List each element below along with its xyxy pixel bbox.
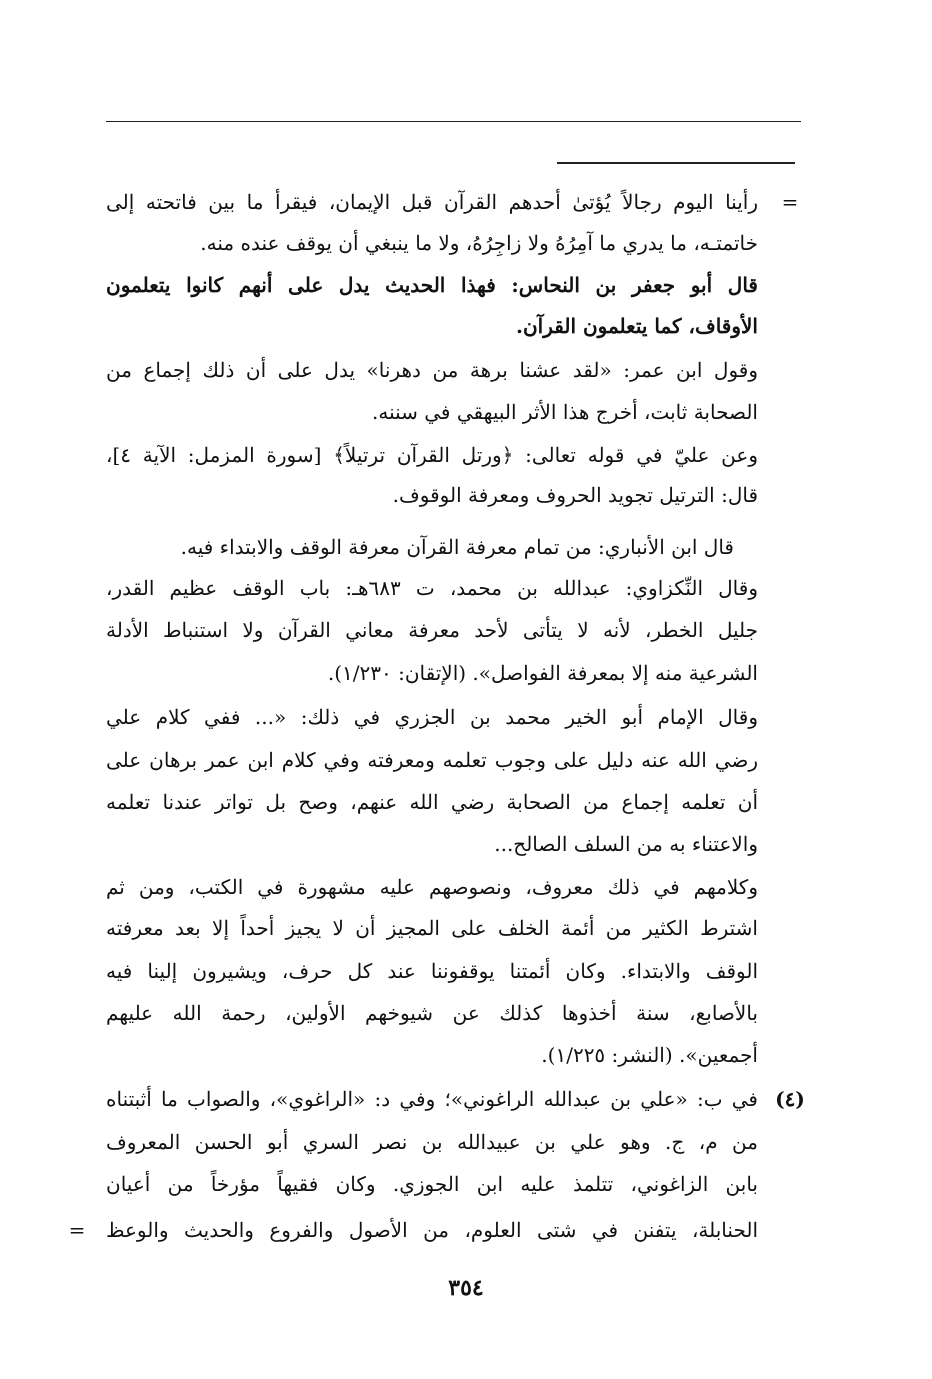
- footnote-line: من م، ج. وهو علي بن عبيدالله بن نصر السري أبو الحسن المعروف: [106, 1130, 758, 1154]
- footnote-separator: [557, 162, 795, 164]
- footnote-line: في ب: «علي بن عبدالله الراغوني»؛ وفي د: «الراغوي»، والصواب ما أثبتناه: [106, 1087, 758, 1111]
- text-line: الوقف والابتداء. وكان أئمتنا يوقفوننا عند كل حرف، ويشيرون إلينا فيه: [106, 959, 759, 983]
- text-line: رضي الله عنه دليل على وجوب تعلمه ومعرفته وفي كلام ابن عمر برهان على: [106, 748, 758, 772]
- text-line: وقال النِّكزاوي: عبدالله بن محمد، ت ٦٨٣هـ: باب الوقف عظيم القدر،: [106, 576, 758, 600]
- page-number: ٣٥٤: [448, 1275, 484, 1301]
- text-line: الأوقاف، كما يتعلمون القرآن.: [516, 314, 758, 338]
- trailing-continuation-mark: =: [68, 1218, 86, 1242]
- text-line: وكلامهم في ذلك معروف، ونصوصهم عليه مشهورة في الكتب، ومن ثم: [106, 875, 758, 899]
- text-line: أن تعلمه إجماع من الصحابة رضي الله عنهم، وصح بل تواتر عندنا تعلمه: [106, 790, 758, 814]
- text-line: وعن عليّ في قوله تعالى: ﴿ورتل القرآن ترتيلاً﴾ [سورة المزمل: الآية ٤]،: [106, 443, 758, 467]
- text-line: قال: الترتيل تجويد الحروف ومعرفة الوقوف.: [392, 483, 758, 507]
- text-line: الصحابة ثابت، أخرج هذا الأثر البيهقي في سننه.: [371, 400, 758, 424]
- text-line: قال أبو جعفر بن النحاس: فهذا الحديث يدل على أنهم كانوا يتعلمون: [106, 273, 758, 297]
- text-line: أجمعين». (النشر: ١/٢٢٥).: [541, 1043, 758, 1067]
- text-line: جليل الخطر، لأنه لا يتأتى لأحد معرفة معاني القرآن ولا استنباط الأدلة: [106, 618, 758, 642]
- text-line: بالأصابع، سنة أخذوها كذلك عن شيوخهم الأولين، رحمة الله عليهم: [106, 1001, 758, 1025]
- continuation-mark: =: [781, 190, 799, 214]
- text-line: خاتمتـه، ما يدري ما آمِرُهُ ولا زاجِرُهُ، ولا ما ينبغي أن يوقف عنده منه.: [200, 231, 758, 255]
- text-line: قال ابن الأنباري: من تمام معرفة القرآن معرفة الوقف والابتداء فيه.: [180, 535, 734, 559]
- footnote-line: الحنابلة، يتفنن في شتى العلوم، من الأصول والفروع والحديث والوعظ: [106, 1218, 758, 1242]
- text-line: وقال الإمام أبو الخير محمد بن الجزري في ذلك: «... ففي كلام علي: [106, 705, 758, 729]
- footnote-number: (٤): [775, 1087, 805, 1111]
- header-rule: [106, 121, 801, 122]
- text-line: رأينا اليوم رجالاً يُؤتىٰ أحدهم القرآن قبل الإيمان، فيقرأ ما بين فاتحته إلى: [106, 190, 758, 214]
- footnote-line: بابن الزاغوني، تتلمذ عليه ابن الجوزي. وكان فقيهاً مؤرخاً من أعيان: [106, 1172, 758, 1196]
- text-line: اشترط الكثير من أئمة الخلف على المجيز أن لا يجيز أحداً إلا بعد معرفته: [106, 916, 758, 940]
- text-line: والاعتناء به من السلف الصالح...: [494, 832, 758, 856]
- text-line: وقول ابن عمر: «لقد عشنا برهة من دهرنا» يدل على أن ذلك إجماع من: [106, 358, 758, 382]
- text-line: الشرعية منه إلا بمعرفة الفواصل». (الإتقان: ١/٢٣٠).: [327, 661, 758, 685]
